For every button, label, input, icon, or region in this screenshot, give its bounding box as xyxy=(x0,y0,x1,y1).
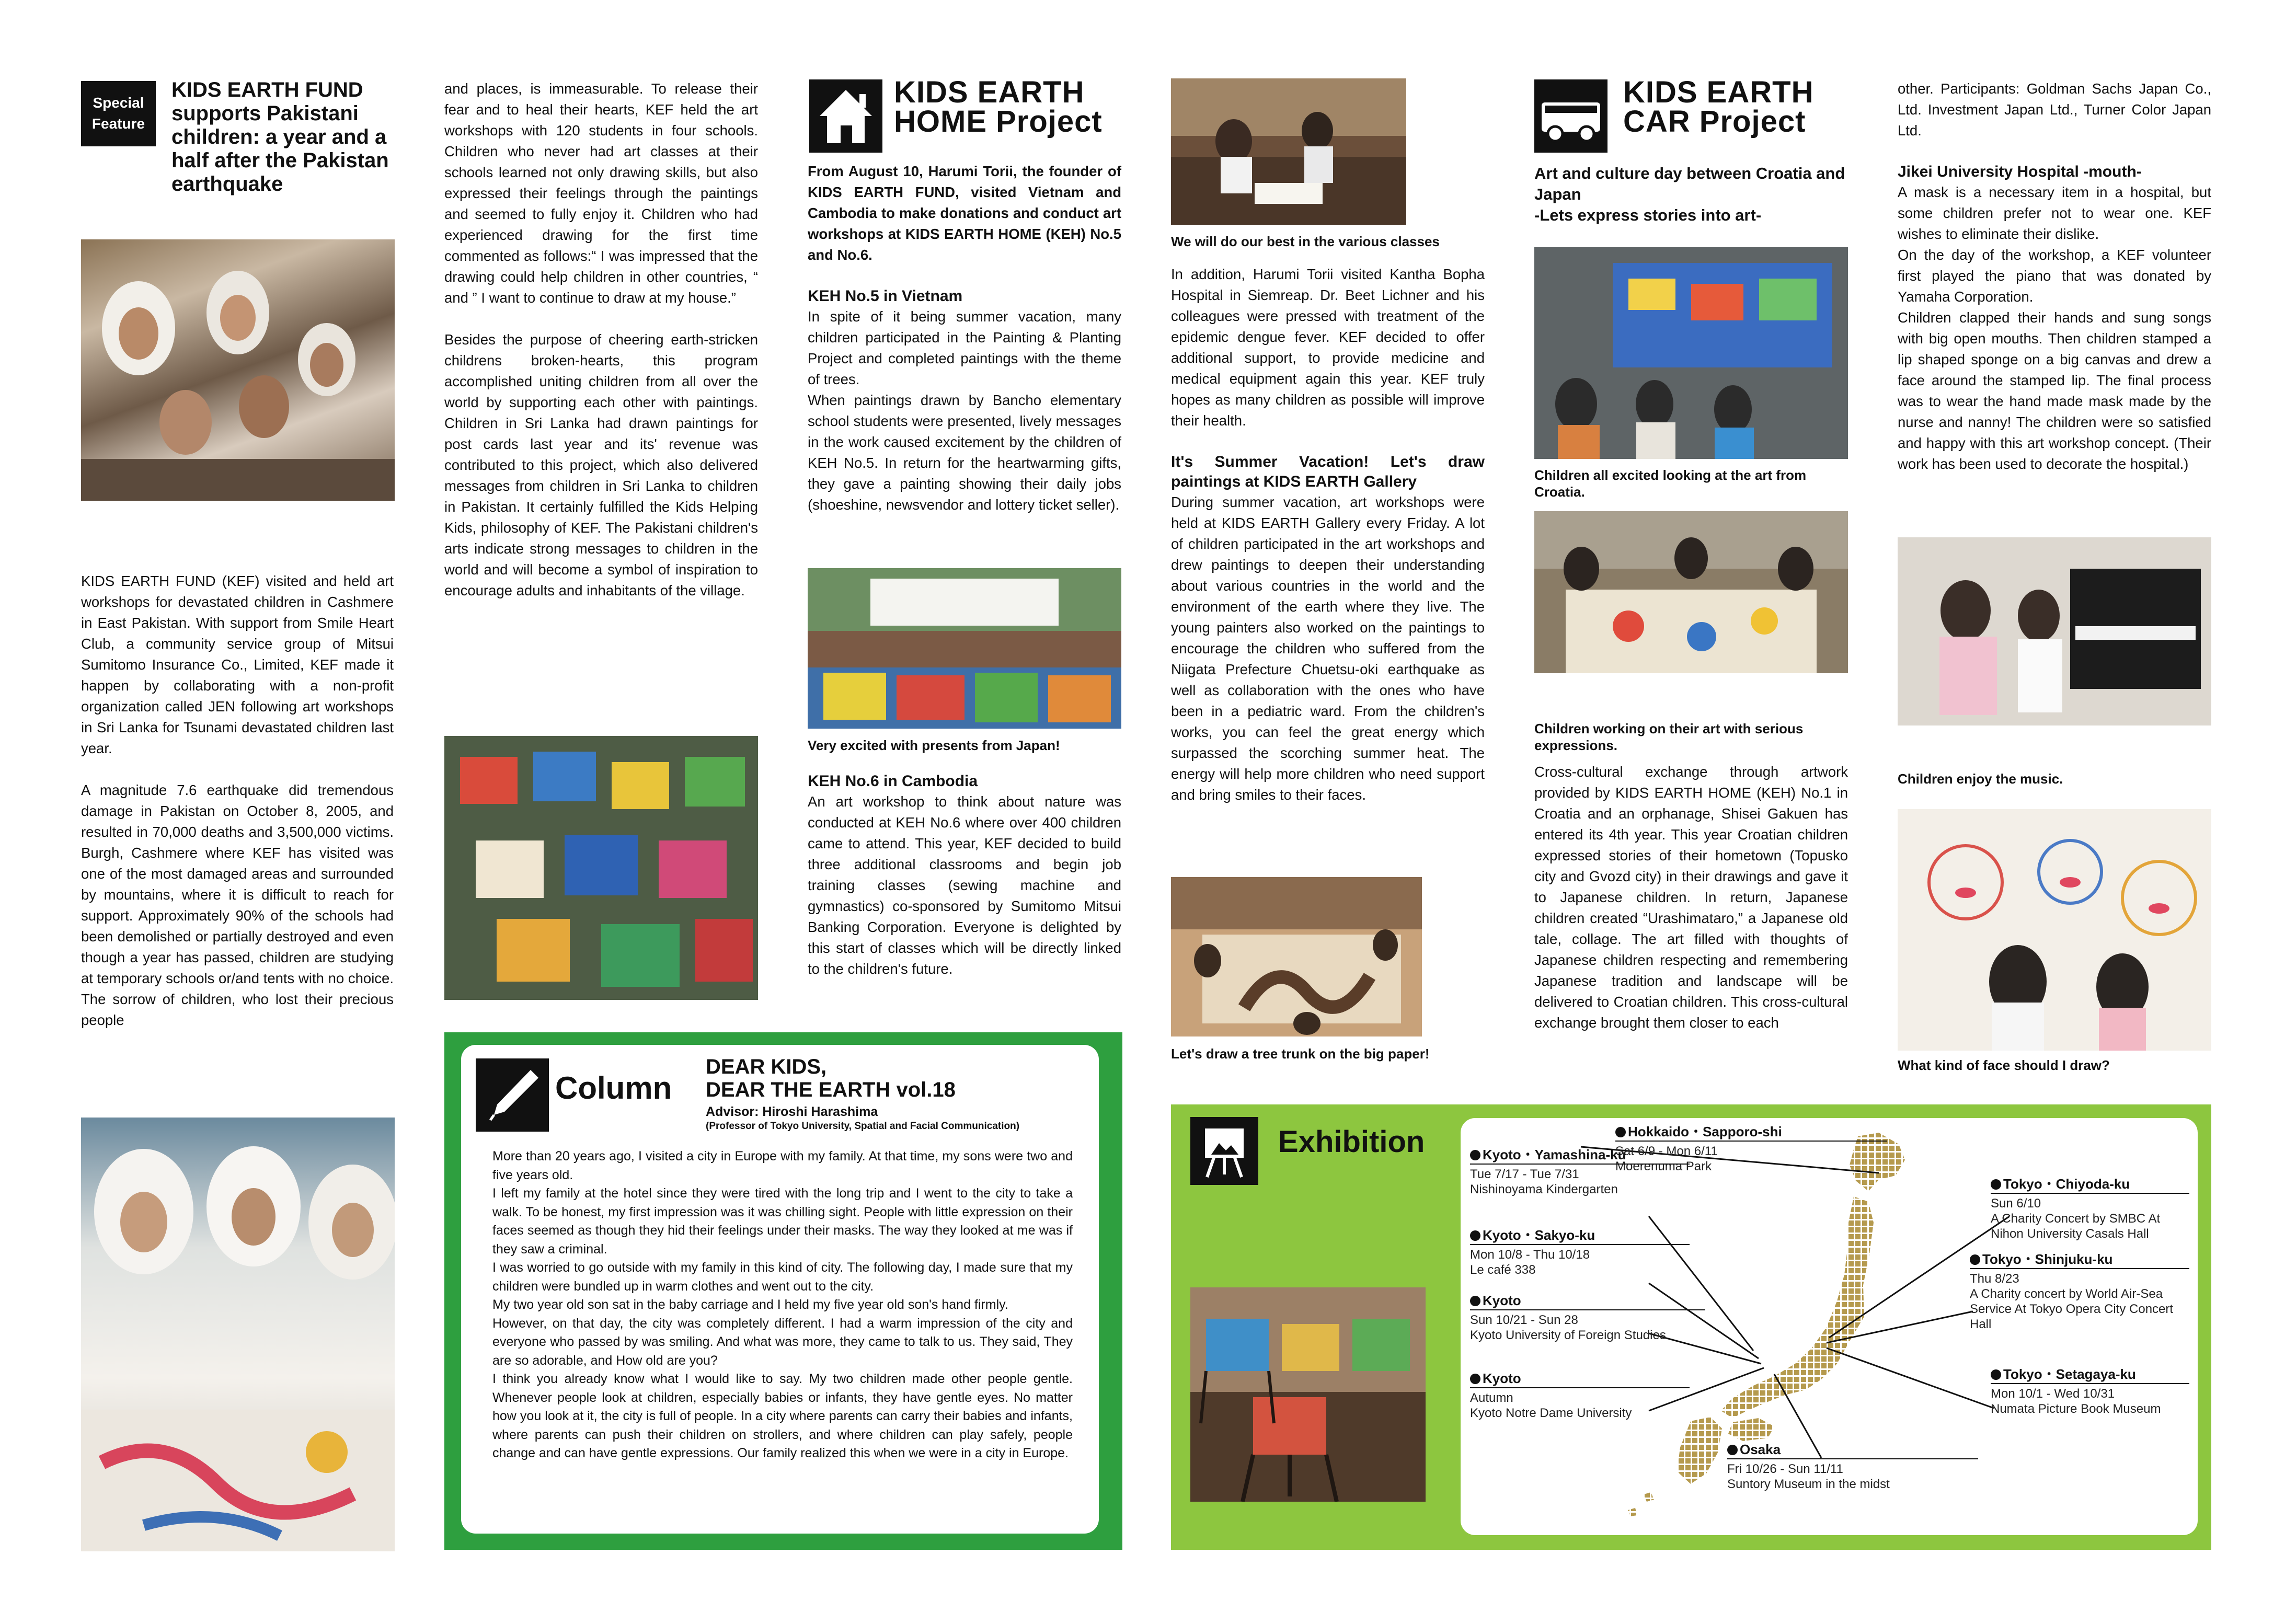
car-body: Cross-cultural exchange through artwork provided by KIDS EARTH HOME (KEH) No.1 in Croatia and an orphanage, Shisei Gakuen has entered its 4th year. This year Croatian children expressed stories of their hometown (Topusko city and Gvozd city) in their drawings and gave it to Japanese children. In return, Japanese children created “Urashimataro,” a Japanese old tale, collage. The art filled with thoughts of Japanese children respecting and remembering Japanese tradition and landscape will be delivered to Croatian children. This cross-cultural exchange brought them closer to each xyxy=(1534,764,1848,1031)
photo-drawing-face xyxy=(1898,809,2211,1051)
event-date: Tue 7/17 - Tue 7/31 xyxy=(1470,1167,1579,1181)
column-title-line2: DEAR THE EARTH vol.18 xyxy=(706,1078,956,1101)
photo-exhibition xyxy=(1190,1287,1426,1502)
special-body-col1 xyxy=(81,571,394,1031)
jikei-para3: Children clapped their hands and sung songs with big open mouths. Then children stamped a lip shaped sponge on a big canvas and drew a face around the stamped lip. The final process was to wear the hand made mask made by the nurse and nanny! The children were so satisfied and happy with this art workshop concept. (Their work has been used to decorate the hospital.) xyxy=(1898,309,2211,472)
event-date: Mon 10/8 - Thu 10/18 xyxy=(1470,1248,1590,1262)
caption-presents: Very excited with presents from Japan! xyxy=(808,738,1060,753)
heading-keh6: KEH No.6 in Cambodia xyxy=(808,773,978,790)
special-para2: A magnitude 7.6 earthquake did tremendous damage in Pakistan on October 8, 2005, and resulted in 70,000 deaths and 3,500,000 victims. Burgh, Cashmere where KEF has visited was one of the most damaged areas and surrounded by mountains, where it is difficult to reach for support. Approximately 90% of the schools had been demolished or partially destroyed and even though a year has passed, children are studying at temporary schools or/and tents with no choice. The sorrow of children, who lost their precious people xyxy=(81,782,394,1028)
event-place: Kyoto xyxy=(1470,1293,1705,1308)
vietnam-para1: In spite of it being summer vacation, many children participated in the Painting & Planting Project and completed paintings with the theme of trees. xyxy=(808,308,1121,387)
column-body xyxy=(492,1147,1073,1463)
location-dot-icon xyxy=(1470,1230,1480,1241)
event-venue: Numata Picture Book Museum xyxy=(1991,1402,2161,1416)
event-date: Mon 10/1 - Wed 10/31 xyxy=(1991,1387,2115,1401)
exhibition-event xyxy=(1991,1177,2189,1241)
photo-children-painting xyxy=(81,1118,395,1551)
event-place: Tokyo・Shinjuku-ku xyxy=(1970,1252,2189,1267)
car-body-cont: other. Participants: Goldman Sachs Japan Co., Ltd. Investment Japan Ltd., Turner Color Japan Ltd. xyxy=(1898,80,2211,139)
car-body-col6 xyxy=(1898,78,2211,475)
home-body-1 xyxy=(808,161,1121,515)
exhibition-map-panel xyxy=(1461,1118,2198,1535)
event-date: Thu 8/23 xyxy=(1970,1272,2019,1286)
caption-classes: We will do our best in the various classes xyxy=(1171,234,1440,249)
event-venue: Le café 338 xyxy=(1470,1263,1536,1277)
caption-excited: Children all excited looking at the art from Croatia. xyxy=(1534,467,1807,500)
event-venue: A Charity Concert by SMBC At Nihon University Casals Hall xyxy=(1991,1212,2161,1241)
exhibition-event xyxy=(1470,1228,1690,1277)
car-heading xyxy=(1534,163,1848,226)
cambodia-para: An art workshop to think about nature was conducted at KEH No.6 where over 400 children came to attend. This year, KEF decided to build three additional classrooms and begin job training classes (sewing machine and gymnastics) co-sponsored by Sumitomo Mitsui Banking Corporation. Everyone is delighted by this start of classes which will be directly linked to the children's future. xyxy=(808,793,1121,977)
heading-jikei: Jikei University Hospital -mouth- xyxy=(1898,163,2142,180)
column-paragraph: I think you already know what I would like to say. My two children made other people gentle. Whenever people look at children, especially babies or infants, they have gentle eyes. No matter how you look at it, the city is full of people. In a city where parents can carry their babies and infants, where parents can push their children on strollers, and where children can play safely, people change and can have gentle expressions. Our family realized this when we were in a city in Europe. xyxy=(492,1372,1073,1460)
exhibition-event xyxy=(1970,1252,2189,1332)
caption-face: What kind of face should I draw? xyxy=(1898,1057,2110,1073)
event-venue: Kyoto University of Foreign Studies xyxy=(1470,1328,1666,1342)
home-body-3 xyxy=(1171,264,1485,805)
event-place: Kyoto・Yamashina-ku xyxy=(1470,1147,1690,1162)
location-dot-icon xyxy=(1470,1150,1480,1160)
event-place: Tokyo・Setagaya-ku xyxy=(1991,1367,2189,1382)
event-venue: Moerenuma Park xyxy=(1615,1159,1712,1173)
special-para3: and places, is immeasurable. To release their fear and to heal their hearts, KEF held the art workshops with 120 students in four schools. Children who never had art classes at their schools learned not only drawing skills, but also expressed their feelings through the paintings and seemed to fully enjoy it. Children who had experienced drawing for the first time commented as follows:“ I was impressed that the drawing could help children in other countries, “ and ” I want to continue to draw at my house.” xyxy=(444,80,758,306)
gallery-para: During summer vacation, art workshops were held at KIDS EARTH Gallery every Friday. A lot of children participated in the art workshops and drew paintings to deepen their understanding about various countries in the world and the environment of the earth where they live. The young painters also worked on the paintings to encourage the children who suffered from the Niigata Prefecture Chuetsu-oki earthquake as well as collaboration with the ones who have been in a pediatric ward. From the children's works, you can feel the great energy which surpassed the scorching summer heat. The energy will help more children who need support and bring smiles to their faces. xyxy=(1171,494,1485,803)
column-advisor-detail: (Professor of Tokyo University, Spatial and Facial Communication) xyxy=(706,1121,1020,1132)
exhibition-event xyxy=(1470,1147,1690,1197)
special-para1: KIDS EARTH FUND (KEF) visited and held art workshops for devastated children in Cashmere in East Pakistan. With support from Smile Heart Club, a community service group of Mitsui Sumitomo Insurance Co., Limited, KEF made it happen by collaborating with a non-profit organization called JEN following art workshops in Sri Lanka for Tsunami devastated children last year. xyxy=(81,573,394,756)
badge-line1: Special xyxy=(93,95,144,111)
photo-children-working xyxy=(1534,511,1848,673)
location-dot-icon xyxy=(1970,1254,1980,1265)
car-title-line1: KIDS EARTH xyxy=(1623,75,1814,109)
location-dot-icon xyxy=(1470,1296,1480,1306)
column-title-line1: DEAR KIDS, xyxy=(706,1055,827,1078)
event-venue: Suntory Museum in the midst xyxy=(1727,1477,1890,1491)
exhibition-event xyxy=(1470,1371,1690,1421)
event-place: Osaka xyxy=(1727,1442,1978,1457)
column-label: Column xyxy=(555,1070,672,1105)
heading-keh5: KEH No.5 in Vietnam xyxy=(808,287,963,305)
easel-icon xyxy=(1190,1117,1258,1185)
event-date: Autumn xyxy=(1470,1391,1513,1405)
special-feature-title: KIDS EARTH FUND supports Pakistani children: a year and a half after the Pakistan earthquake xyxy=(171,78,389,195)
vietnam-para2: When paintings drawn by Bancho elementary school students were presented, lively messages in the work caused excitement by the children of KEH No.5. In return for the heartwarming gifts, they gave a painting showing their daily jobs (shoeshine, newsvendor and lottery ticket seller). xyxy=(808,392,1121,513)
location-dot-icon xyxy=(1470,1374,1480,1384)
photo-tree-trunk xyxy=(1171,877,1422,1036)
column-advisor: Advisor: Hiroshi Harashima xyxy=(706,1104,878,1119)
house-icon xyxy=(809,79,882,153)
location-dot-icon xyxy=(1991,1369,2001,1380)
column-paragraph: My two year old son sat in the baby carriage and I held my five year old son's hand firmly. xyxy=(492,1297,1008,1312)
column-paragraph: More than 20 years ago, I visited a city in Europe with my family. At that time, my sons were two and five years old. xyxy=(492,1149,1073,1182)
event-date: Sun 6/10 xyxy=(1991,1196,2041,1211)
car-heading2: -Lets express stories into art- xyxy=(1534,206,1762,224)
event-place: Kyoto・Sakyo-ku xyxy=(1470,1228,1690,1243)
jikei-para1: A mask is a necessary item in a hospital, but some children prefer not to wear one. KEF wishes to eliminate their dislike. xyxy=(1898,184,2211,242)
photo-piano xyxy=(1898,537,2211,725)
special-para4: Besides the purpose of cheering earth-stricken childrens broken-hearts, this program accomplished uniting children from all over the world by supporting each other with paintings. Children in Sri Lanka had drawn paintings for post cards last year and its' revenue was contributed to this project, which also delivered messages from children in Sri Lanka to children in Pakistan. It certainly fulfilled the Kids Helping Kids, philosophy of KEF. The Pakistani children's arts indicate strong messages to children in the world and will become a symbol of inspiration to encourage adults and inhabitants of the village. xyxy=(444,331,758,598)
caption-music: Children enjoy the music. xyxy=(1898,771,2063,787)
exhibition-box xyxy=(1171,1104,2211,1550)
photo-presents-from-japan xyxy=(808,568,1121,729)
home-body-2 xyxy=(808,771,1121,980)
car-icon xyxy=(1534,79,1607,153)
caption-working: Children working on their art with serious expressions. xyxy=(1534,721,1804,753)
event-venue: A Charity concert by World Air-Sea Service At Tokyo Opera City Concert Hall xyxy=(1970,1287,2174,1331)
photo-children-paintings xyxy=(444,736,758,1000)
event-venue: Kyoto Notre Dame University xyxy=(1470,1406,1632,1420)
special-body-col2 xyxy=(444,78,758,601)
event-place: Kyoto xyxy=(1470,1371,1690,1386)
column-inner xyxy=(461,1045,1099,1534)
event-date: Sat 6/9 - Mon 6/11 xyxy=(1615,1144,1718,1158)
home-title-line1: KIDS EARTH xyxy=(894,75,1085,109)
exhibition-event xyxy=(1727,1442,1978,1492)
event-date: Sun 10/21 - Sun 28 xyxy=(1470,1313,1578,1327)
home-intro: From August 10, Harumi Torii, the founder of KIDS EARTH FUND, visited Vietnam and Cambodia to make donations and conduct art workshops at KIDS EARTH HOME (KEH) No.5 and No.6. xyxy=(808,163,1121,263)
column-paragraph: I left my family at the hotel since they were tired with the long trip and I went to the city to take a walk. To be honest, my first impression was it was chilling sight. People with little expression on their faces seemed as though they hid their feelings under their masks. The way they looked at me was if they saw a criminal. xyxy=(492,1186,1073,1257)
event-place: Hokkaido・Sapporo-shi xyxy=(1615,1124,1887,1139)
event-place: Tokyo・Chiyoda-ku xyxy=(1991,1177,2189,1192)
car-title-line2: CAR Project xyxy=(1623,105,1806,139)
special-feature-badge xyxy=(81,81,156,146)
jikei-para2: On the day of the workshop, a KEF volunteer first played the piano that was donated by Yamaha Corporation. xyxy=(1898,247,2211,305)
exhibition-label: Exhibition xyxy=(1278,1125,1425,1159)
kantha-para: In addition, Harumi Torii visited Kantha Bopha Hospital in Siemreap. Dr. Beet Lichner and his colleagues were pressed with treatment of the epidemic dengue fever. KEF decided to offer additional support, to provide medicine and medical equipment again this year. KEF truly hopes as many children as possible will improve their health. xyxy=(1171,266,1485,429)
caption-tree: Let's draw a tree trunk on the big paper! xyxy=(1171,1046,1430,1062)
location-dot-icon xyxy=(1991,1179,2001,1190)
pen-icon xyxy=(476,1058,549,1132)
event-venue: Nishinoyama Kindergarten xyxy=(1470,1182,1618,1196)
event-date: Fri 10/26 - Sun 11/11 xyxy=(1727,1462,1843,1476)
location-dot-icon xyxy=(1727,1445,1738,1455)
column-paragraph: However, on that day, the city was completely different. I had a warm impression of the city and everyone who passed by was smiling. And what was more, they came to talk to us. They said, They are so adorable, and How old are you? xyxy=(492,1316,1073,1368)
photo-croatia-art xyxy=(1534,247,1848,459)
photo-classroom xyxy=(1171,78,1406,225)
column-paragraph: I was worried to go outside with my family in this kind of city. The following day, I made sure that my children were bundled up in warm clothes and went out to the city. xyxy=(492,1260,1073,1294)
heading-gallery: It's Summer Vacation! Let's draw paintings at KIDS EARTH Gallery xyxy=(1171,453,1485,490)
exhibition-event xyxy=(1470,1293,1705,1343)
location-dot-icon xyxy=(1615,1127,1626,1137)
photo-pakistani-children xyxy=(81,239,395,501)
car-heading1: Art and culture day between Croatia and Japan xyxy=(1534,164,1845,203)
exhibition-event xyxy=(1991,1367,2189,1416)
column-box xyxy=(444,1032,1122,1550)
home-title-line2: HOME Project xyxy=(894,105,1103,139)
badge-line2: Feature xyxy=(91,116,145,132)
